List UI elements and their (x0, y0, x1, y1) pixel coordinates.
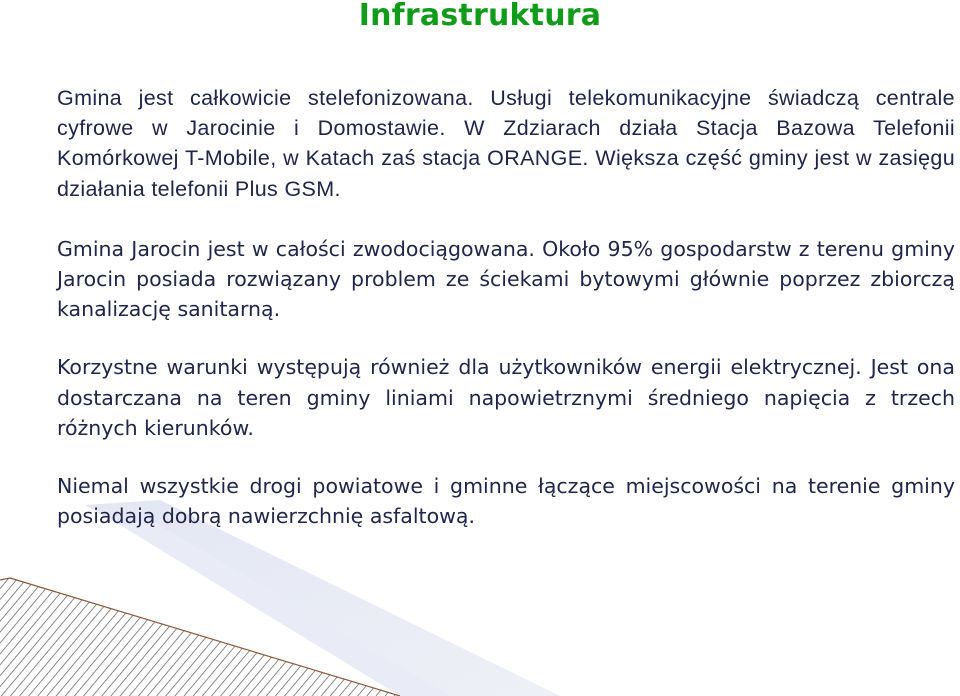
slide-title: Infrastruktura (358, 0, 602, 33)
paragraph-water-sewage: Gmina Jarocin jest w całości zwodociągowana. Około 95% gospodarstw z terenu gminy Jarocin posiada rozwiązany problem ze ściekami bytowymi głównie poprzez zbiorczą kanalizację sanitarną. (57, 236, 955, 322)
paragraph-roads: Niemal wszystkie drogi powiatowe i gminne łączące miejscowości na terenie gminy posiadają dobrą nawierzchnię asfaltową. (57, 474, 955, 529)
paragraph-telecommunications: Gmina jest całkowicie stelefonizowana. Usługi telekomunikacyjne świadczą centrale cyfrowe w Jarocinie i Domostawie. W Zdziarach działa Stacja Bazowa Telefonii Komórkowej T-Mobile, w Katach zaś stacja ORANGE. Większa część gminy jest w zasięgu działania telefonii Plus GSM. (57, 86, 955, 201)
paragraph-electricity: Korzystne warunki występują również dla użytkowników energii elektrycznej. Jest ona dostarczana na teren gminy liniami napowietrznymi średniego napięcia z trzech różnych kierunków. (57, 355, 955, 440)
slide-body (57, 83, 955, 531)
